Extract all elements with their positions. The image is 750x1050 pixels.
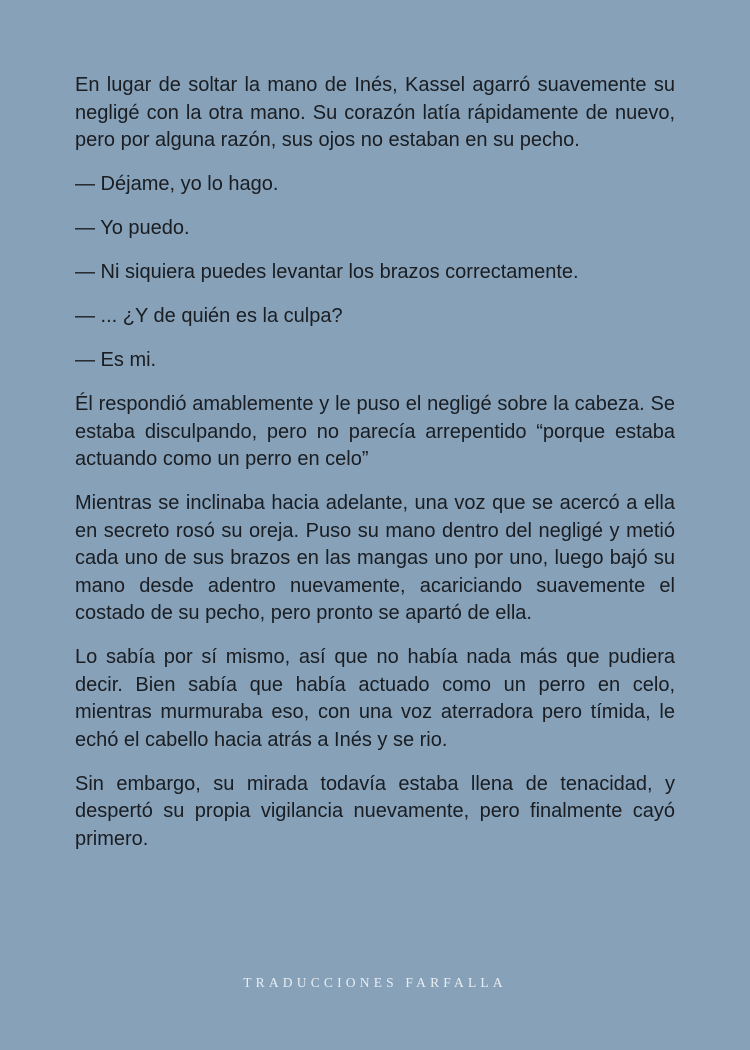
- dialogue-line-5: — Es mi.: [75, 349, 157, 371]
- dialogue-line-3: — Ni siquiera puedes levantar los brazos correctamente.: [75, 261, 579, 283]
- footer-credit: TRADUCCIONES FARFALLA: [243, 975, 507, 990]
- dialogue-line-4: — ... ¿Y de quién es la culpa?: [75, 305, 343, 327]
- paragraph-4: Lo sabía por sí mismo, así que no había nada más que pudiera decir. Bien sabía que había actuado como un perro en celo, mientras murmuraba eso, con una voz aterradora pero tímida, le echó el cabello hacia atrás a Inés y se rio.: [75, 646, 675, 751]
- paragraph-2: Él respondió amablemente y le puso el negligé sobre la cabeza. Se estaba disculpando, pero no parecía arrepentido “porque estaba actuando como un perro en celo”: [75, 393, 675, 470]
- paragraph-5: Sin embargo, su mirada todavía estaba llena de tenacidad, y despertó su propia vigilancia nuevamente, pero finalmente cayó primero.: [75, 772, 675, 850]
- paragraph-1: En lugar de soltar la mano de Inés, Kassel agarró suavemente su negligé con la otra mano. Su corazón latía rápidamente de nuevo, pero por alguna razón, sus ojos no estaban en su pecho.: [75, 74, 675, 151]
- dialogue-line-1: — Déjame, yo lo hago.: [75, 173, 279, 195]
- dialogue-line-2: — Yo puedo.: [75, 217, 190, 239]
- paragraph-3: Mientras se inclinaba hacia adelante, una voz que se acercó a ella en secreto rosó su oreja. Puso su mano dentro del negligé y metió cada uno de sus brazos en las mangas uno por uno, luego bajó su mano desde adentro nuevamente, acariciando suavemente el costado de su pecho, pero pronto se apartó de ella.: [75, 492, 675, 624]
- body-text: [75, 72, 675, 870]
